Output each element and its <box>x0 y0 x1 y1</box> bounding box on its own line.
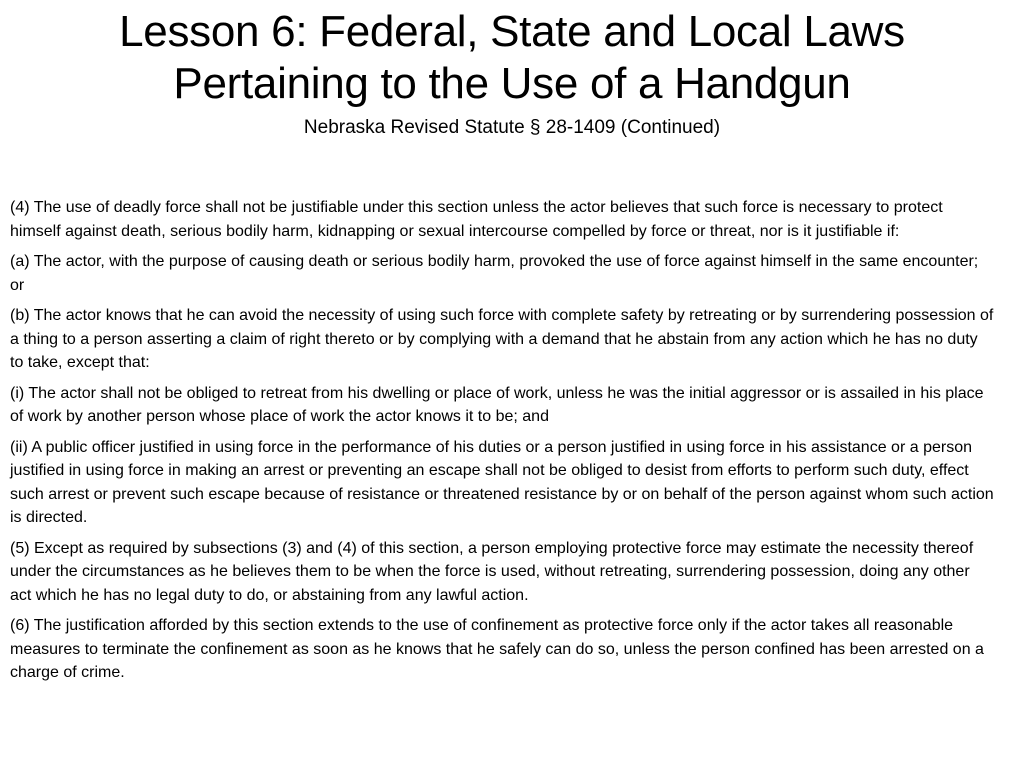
paragraph-5: (5) Except as required by subsections (3) and (4) of this section, a person employing protective force may estimate the necessity thereof under the circumstances as he believes them to be when the force is used, without retreating, surrendering possession, doing any other act which he has no legal duty to do, or abstaining from any lawful action. <box>10 539 974 604</box>
paragraph-4b-ii: (ii) A public officer justified in using force in the performance of his duties or a person justified in using force in his assistance or a person justified in using force in making an arrest or preventing an escape shall not be obliged to desist from efforts to perform such duty, effect such arrest or prevent such escape because of resistance or threatened resistance by or on behalf of the person against whom such action is directed. <box>10 438 994 526</box>
statute-text <box>10 196 995 692</box>
slide-subtitle: Nebraska Revised Statute § 28-1409 (Continued) <box>303 117 721 138</box>
slide-title-line-1: Lesson 6: Federal, State and Local Laws <box>119 7 905 56</box>
slide-title-line-2: Pertaining to the Use of a Handgun <box>173 59 851 108</box>
paragraph-6: (6) The justification afforded by this section extends to the use of confinement as protective force only if the actor takes all reasonable measures to terminate the confinement as soon as he knows that he safely can do so, unless the person confined has been arrested on a charge of crime. <box>10 617 984 681</box>
paragraph-4a: (a) The actor, with the purpose of causing death or serious bodily harm, provoked the use of force against himself in the same encounter; or <box>10 253 979 294</box>
paragraph-4b: (b) The actor knows that he can avoid the necessity of using such force with complete safety by retreating or by surrendering possession of a thing to a person asserting a claim of right thereto or by complying with a demand that he abstain from any action which he has no duty to take, except that: <box>10 307 994 371</box>
title-block <box>40 6 984 140</box>
paragraph-4b-i: (i) The actor shall not be obliged to retreat from his dwelling or place of work, unless he was the initial aggressor or is assailed in his place of work by another person whose place of work the actor knows it to be; and <box>10 384 984 425</box>
paragraph-4: (4) The use of deadly force shall not be justifiable under this section unless the actor believes that such force is necessary to protect himself against death, serious bodily harm, kidnapping or sexual intercourse compelled by force or threat, nor is it justifiable if: <box>10 199 943 240</box>
